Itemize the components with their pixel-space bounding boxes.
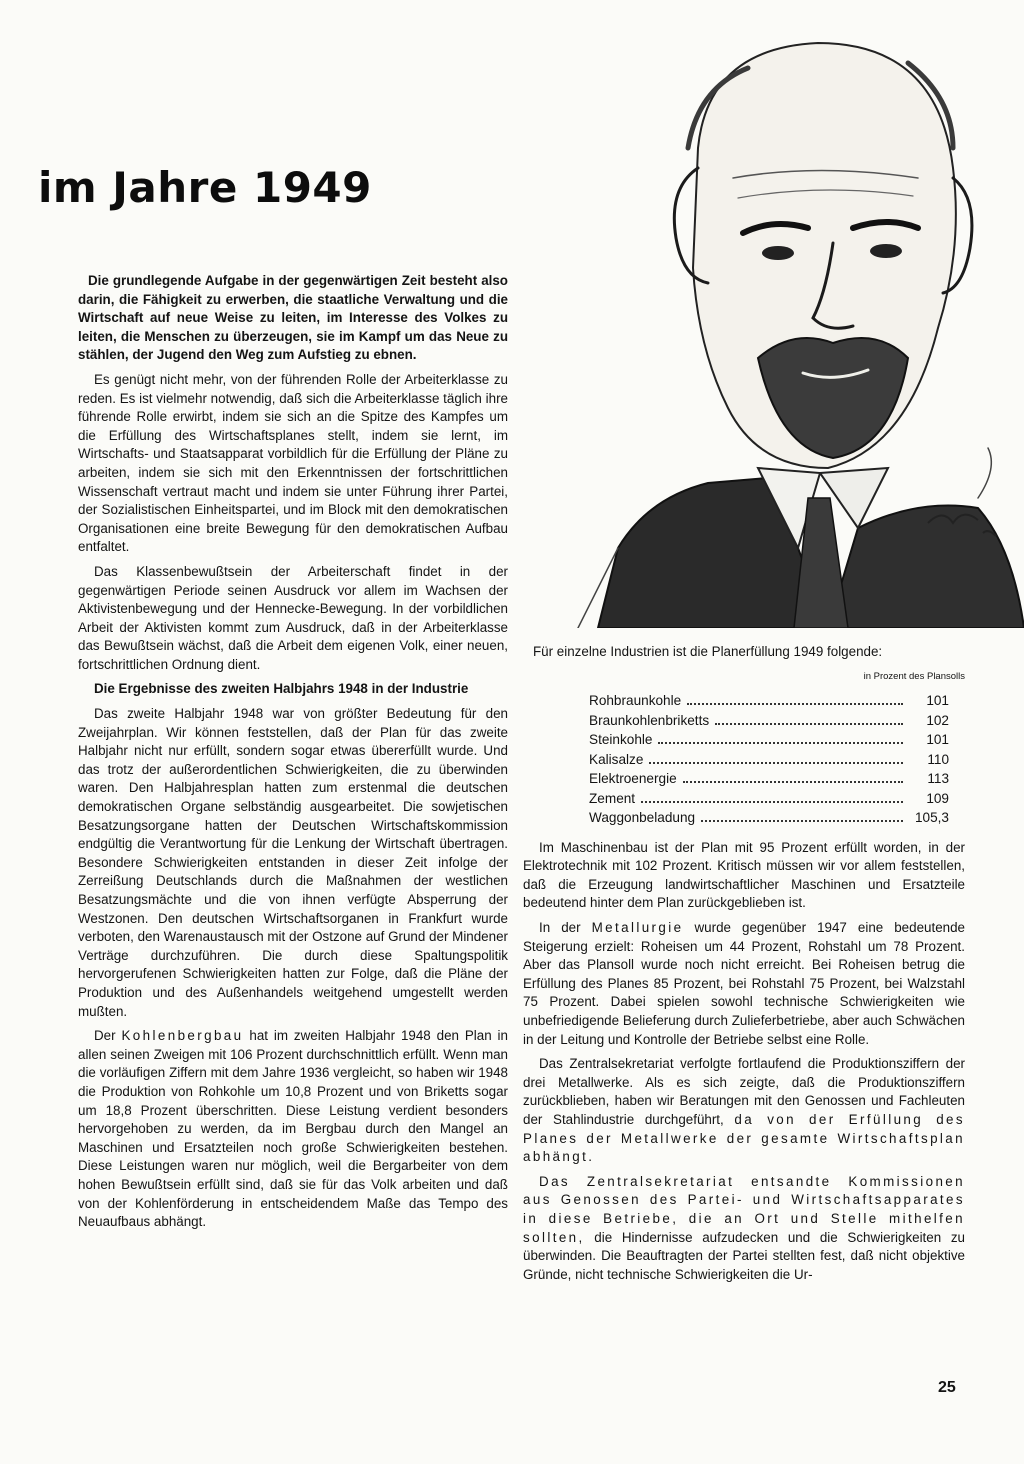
plan-percent: 113 (927, 771, 949, 787)
paragraph (523, 919, 965, 1049)
paragraph-text: Das Zentralsekretariat verfolgte fortlaufend die Produktionsziffern der drei Metallwerke. Als es sich zeigte, daß die Produktionsziffern zurückblieben, haben wir Beratungen mit den Genossen und Fachleuten der Stahlindustrie durchgeführt, (523, 1056, 965, 1127)
left-column (78, 272, 508, 1238)
portrait-eye-left (762, 246, 794, 260)
paragraph: Das Klassenbewußtsein der Arbeiterschaft findet in der gegenwärtigen Periode seinen Ausdruck vor allem im Wachsen der Aktivistenbewegung und der Hennecke-Bewegung. In der vorbildlichen Arbeit der Aktivisten kommt zum Ausdruck, daß in der Arbeiterklasse das Bewußtsein wächst, daß die Arbeit dem eigenen Volk, einer neuen, fortschrittlichen Ordnung dient. (78, 563, 508, 672)
production-table (589, 692, 949, 829)
industry-name: Zement (589, 790, 636, 806)
paragraph: Für einzelne Industrien ist die Planerfüllung 1949 folgende: (533, 644, 883, 659)
dot-leader (715, 723, 903, 725)
emphasized-term: Kohlenbergbau (121, 1028, 244, 1044)
dot-leader (658, 742, 903, 744)
industry-name: Braunkohlenbriketts (589, 712, 710, 728)
dot-leader (683, 781, 903, 783)
paragraph: Es genügt nicht mehr, von der führenden Rolle der Arbeiterklasse zu reden. Es ist vielmehr notwendig, daß sich die Arbeiterklasse täglich ihre führende Rolle erwirbt, indem sie sich an die Spitze des Kampfes um die Erfüllung des Wirtschaftsplanes stellt, indem sie lernt, im Wirtschafts- und Staatsapparat vorbildlich für die Erfüllung der Pläne zu arbeiten, indem sie sich mit den Erkenntnissen der fortschrittlichen Wissenschaft vertraut macht und indem sie unter Führung ihrer Partei, der Sozialistischen Einheitspartei, und im Block mit den demokratischen Organisationen eine breite Bewegung für den demokratischen Aufbau entfaltet. (78, 371, 508, 555)
paragraph-text: Der (94, 1028, 122, 1044)
industry-name: Waggonbeladung (589, 810, 696, 826)
emphasized-text: Das Zentralsekretariat entsandte Kommissionen aus Genossen des Partei- und Wirtschaftsapparates in diese Betriebe, die an Ort und Stelle mithelfen sollten, (523, 1173, 965, 1245)
lead-paragraph: Die grundlegende Aufgabe in der gegenwärtigen Zeit besteht also darin, die Fähigkeit zu erwerben, die staatliche Verwaltung und die Wirtschaft auf neue Weise zu leiten, im Interesse des Volkes zu leiten, die Menschen zu überzeugen, sie im Kampf um das Neue zu stählen, der Jugend den Weg zum Aufstieg zu ebnen. (78, 273, 508, 363)
dot-leader (687, 703, 903, 705)
plan-percent: 101 (926, 693, 949, 709)
paragraph (523, 1055, 965, 1167)
paragraph-text: die Hindernisse aufzudecken und die Schwierigkeiten zu überwinden. Die Beauftragten der Partei stellten fest, daß nicht objektive Gründe, nicht technische Schwierigkeiten die Ur- (523, 1229, 965, 1282)
plan-percent: 102 (926, 712, 949, 728)
emphasized-term: Metallurgie (591, 920, 684, 936)
table-row (589, 809, 949, 829)
portrait-drawing (558, 28, 1024, 628)
paragraph-text: In der (539, 920, 592, 936)
industry-name: Rohbraunkohle (589, 693, 682, 709)
page-number: 25 (938, 1379, 956, 1396)
page-title: im Jahre 1949 (38, 163, 372, 212)
table-unit-note: in Prozent des Plansolls (863, 670, 965, 682)
paragraph-text: wurde gegenüber 1947 eine bedeutende Steigerung erzielt: Roheisen um 44 Prozent, Rohstahl um 78 Prozent. Aber das Plansoll wurde noch nicht erreicht. Bei Roheisen betrug die Erfüllung des Planes 85 Prozent, bei Rohstahl 75 Prozent, bei Walzstahl 75 Prozent. Dabei spielen sowohl technische Schwierigkeiten wie unbefriedigende Belieferung durch Zulieferbetriebe, aber auch Schwächen in der Leitung und Kontrolle der Betriebe selbst eine Rolle. (523, 920, 965, 1047)
right-column (523, 643, 965, 1290)
dot-leader (641, 801, 903, 803)
paragraph: Im Maschinenbau ist der Plan mit 95 Prozent erfüllt worden, in der Elektrotechnik mit 102 Prozent. Kritisch müssen wir vor allem feststellen, daß die Erzeugung landwirtschaftlicher Maschinen und Ersatzteile bedeutend hinter dem Plan zurückgeblieben ist. (523, 839, 965, 911)
plan-percent: 105,3 (914, 810, 949, 826)
paragraph (78, 1027, 508, 1232)
table-row (589, 712, 949, 732)
table-row (589, 790, 949, 810)
industry-name: Steinkohle (589, 732, 653, 748)
paragraph: Das zweite Halbjahr 1948 war von größter Bedeutung für den Zweijahrplan. Wir können feststellen, daß der Plan für das zweite Halbjahr nicht nur erfüllt, sondern sogar etwas übererfüllt wurde. Und das trotz der außerordentlichen Schwierigkeiten, die zu überwinden waren. Den Halbjahresplan hatten zum erstenmal die deutschen demokratischen Organe selbständig ausgearbeitet. Die sowjetischen Besatzungsorgane hatten der Deutschen Wirtschaftskommission endgültig die Verantwortung für die Lenkung der Wirtschaft übertragen. Besondere Schwierigkeiten entstanden in dieser Zeit infolge der Zerreißung Deutschlands durch die Maßnahmen der westlichen Besatzungsmächte und die von ihnen verfügte Absperrung der Westzonen. Den deutschen Wirtschaftsorganen in Frankfurt wurde verboten, den Warenaustausch mit der Ostzone auf Grund der Mindener Verträge durchzuführen. Die durch diese Spaltungspolitik hervorgerufenen Schwierigkeiten hatten zur Folge, daß die Pläne der Produktion und des Außenhandels weitgehend umgestellt werden mußten. (78, 706, 508, 1019)
plan-percent: 109 (926, 790, 949, 806)
paragraph (523, 1173, 965, 1285)
table-row (589, 751, 949, 771)
dot-leader (649, 762, 903, 764)
plan-percent: 110 (927, 751, 949, 767)
table-row (589, 770, 949, 790)
section-heading: Die Ergebnisse des zweiten Halbjahrs 1948 in der Industrie (94, 681, 469, 697)
emphasized-text: da von der Erfüllung des Planes der Metallwerke der gesamte Wirtschaftsplan abhängt. (523, 1112, 965, 1165)
paragraph-text: hat im zweiten Halbjahr 1948 den Plan in allen seinen Zweigen mit 106 Prozent durchschnittlich erfüllt. Wenn man die vorläufigen Ziffern mit dem Jahre 1936 vergleicht, so haben wir 1948 die Produktion von Rohkohle um 10,8 Prozent und von Briketts sogar um 18,8 Prozent überschritten. Diese Leistung verdient besonders hervorgehoben zu werden, da im Bergbau durch den Mangel an Maschinen und Ersatzteilen noch große Schwierigkeiten bestehen. Diese Leistungen waren nur möglich, weil die Bergarbeiter von dem hohen Bewußtsein erfüllt sind, daß sie für das Volk arbeiten und daß von der Kohlenförderung in entscheidendem Maße das Tempo des Neuaufbaus abhängt. (78, 1028, 508, 1230)
industry-name: Kalisalze (589, 751, 644, 767)
plan-percent: 101 (926, 732, 949, 748)
table-row (589, 692, 949, 712)
industry-name: Elektroenergie (589, 771, 677, 787)
portrait-eye-right (870, 244, 902, 258)
dot-leader (701, 820, 903, 822)
table-row (589, 731, 949, 751)
